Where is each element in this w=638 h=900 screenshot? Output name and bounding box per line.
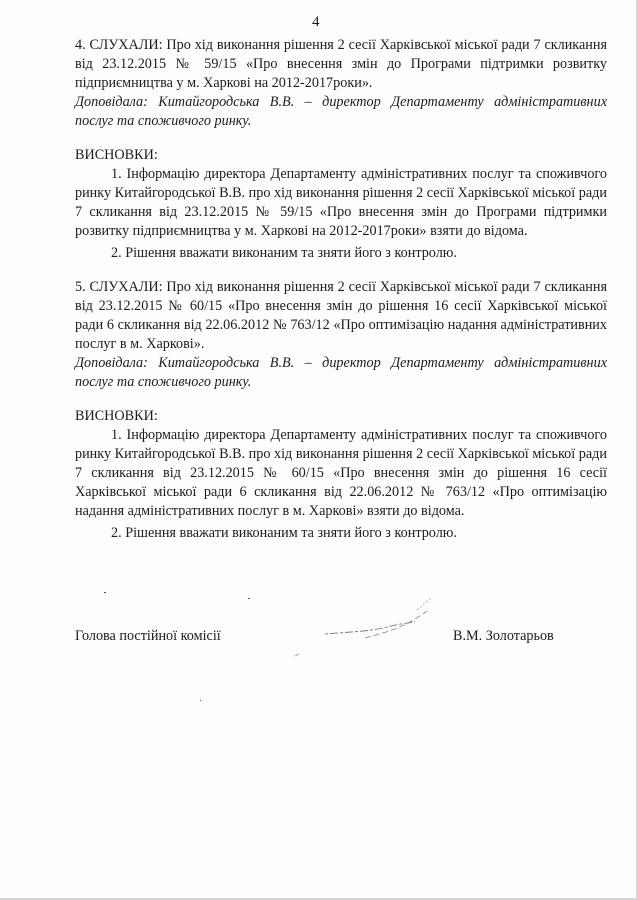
chair-title: Голова постійної комісії — [75, 628, 221, 644]
item-4-conclusion-1: 1. Інформацію директора Департаменту адміністративних послуг та споживчого ринку Китайгородської В.В. про хід виконання рішення 2 сесії Харківської міської ради 7 скликання від 23.12.2015 № 59/15 «Про внесення змін до Програми підтримки розвитку підприємництва у м. Харкові на 2012-2017роки» взяти до відома. — [75, 166, 607, 239]
spacer — [75, 131, 607, 146]
item-4-heard: 4. СЛУХАЛИ: Про хід виконання рішення 2 сесії Харківської міської ради 7 скликання від 23.12.2015 № 59/15 «Про внесення змін до Програми підтримки розвитку підприємництва у м. Харкові на 2012-2017роки». — [75, 37, 607, 91]
minutes-body — [75, 36, 607, 543]
scan-speck — [200, 700, 201, 701]
spacer — [75, 263, 607, 278]
handwritten-signature — [205, 588, 455, 668]
scan-speck — [104, 592, 106, 593]
item-4-speaker: Доповідала: Китайгородська В.В. – директор Департаменту адміністративних послуг та споживчого ринку. — [75, 94, 607, 129]
signature-block — [75, 628, 575, 688]
item-4-conclusion-2: 2. Рішення вважати виконаним та зняти його з контролю. — [111, 245, 457, 261]
item-5-conclusion-1: 1. Інформацію директора Департаменту адміністративних послуг та споживчого ринку Китайгородської В.В. про хід виконання рішення 2 сесії Харківської міської ради 7 скликання від 23.12.2015 № 60/15 «Про внесення змін до рішення 16 сесії Харківської міської ради 6 скликання від 22.06.2012 № 763/12 «Про оптимізацію надання адміністративних послуг в м. Харкові» взяти до відома. — [75, 427, 607, 519]
spacer — [75, 392, 607, 407]
scan-speck — [248, 598, 250, 599]
item-5-conclusion-2: 2. Рішення вважати виконаним та зняти його з контролю. — [111, 525, 457, 541]
item-5-heard: 5. СЛУХАЛИ: Про хід виконання рішення 2 сесії Харківської міської ради 7 скликання від 23.12.2015 № 60/15 «Про внесення змін до рішення 16 сесії Харківської міської ради 6 скликання від 22.06.2012 № 763/12 «Про оптимізацію надання адміністративних послуг в м. Харкові». — [75, 279, 607, 352]
item-5-speaker: Доповідала: Китайгородська В.В. – директор Департаменту адміністративних послуг та споживчого ринку. — [75, 355, 607, 390]
chair-name: В.М. Золотарьов — [453, 628, 554, 644]
page-number: 4 — [312, 14, 320, 30]
item-4-conclusions-heading: ВИСНОВКИ: — [75, 147, 158, 163]
item-5-conclusions-heading: ВИСНОВКИ: — [75, 408, 158, 424]
